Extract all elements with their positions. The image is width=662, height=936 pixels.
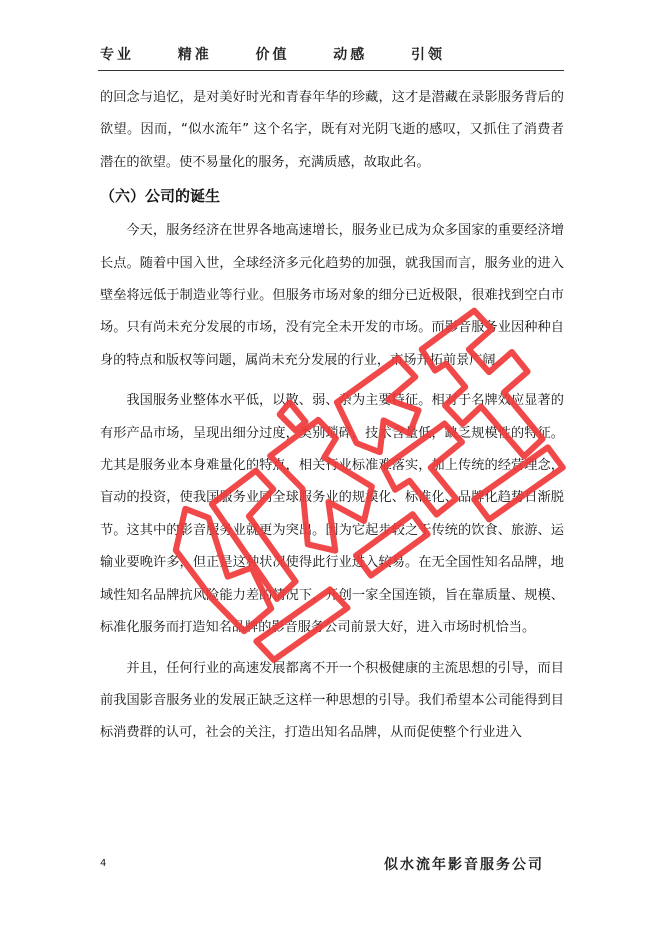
header-divider (98, 70, 564, 71)
paragraph-1: 今天，服务经济在世界各地高速增长，服务业已成为众多国家的重要经济增长点。随着中国入世，全球经济多元化趋势的加强，就我国而言，服务业的进入壁垒将远低于制造业等行业。但服务市场对象的细分已近极限，很难找到空白市场。只有尚未充分发展的市场，没有完全未开发的市场。而影音服务业因种种自身的特点和版权等问题，属尚未充分发展的行业，市场开拓前景广阔。 (100, 223, 564, 368)
section-heading: （六）公司的诞生 (100, 187, 221, 206)
paragraph-continued: 的回念与追忆，是对美好时光和青春年华的珍藏，这才是潜藏在录影服务背后的欲望。因而，“似水流年” 这个名字，既有对光阴飞逝的感叹，又抓住了消费者潜在的欲望。使不易量化的服务，充满质感，故取此名。 (100, 90, 564, 170)
page-number: 4 (100, 858, 107, 869)
body-text (100, 82, 564, 750)
footer-company-name: 似水流年影音服务公司 (384, 857, 544, 873)
header-slogan: 专业 精准 价值 动感 引领 (100, 47, 445, 63)
paragraph-2: 我国服务业整体水平低，以散、弱、杂为主要特征。相对于名牌效应显著的有形产品市场，呈现出细分过度，类别琐碎，技术含量低，缺乏规模性的特征。尤其是服务业本身难量化的特点，相关行业标准难落实，加上传统的经营理念，盲动的投资，使我国服务业同全球服务业的规模化、标准化、品牌化趋势日渐脱节。这其中的影音服务业就更为突出。因为它起步较之于传统的饮食、旅游、运输业要晚许多，但正是这种状况使得此行业进入较易。在无全国性知名品牌，地域性知名品牌抗风险能力差的情况下，开创一家全国连锁，旨在靠质量、规模、标准化服务而打造知名品牌的影音服务公司前景大好，进入市场时机恰当。 (100, 393, 564, 636)
paragraph-3: 并且，任何行业的高速发展都离不开一个积极健康的主流思想的引导，而目前我国影音服务业的发展正缺乏这样一种思想的引导。我们希望本公司能得到目标消费群的认可，社会的关注，打造出知名品牌，从而促使整个行业进入 (100, 660, 564, 741)
